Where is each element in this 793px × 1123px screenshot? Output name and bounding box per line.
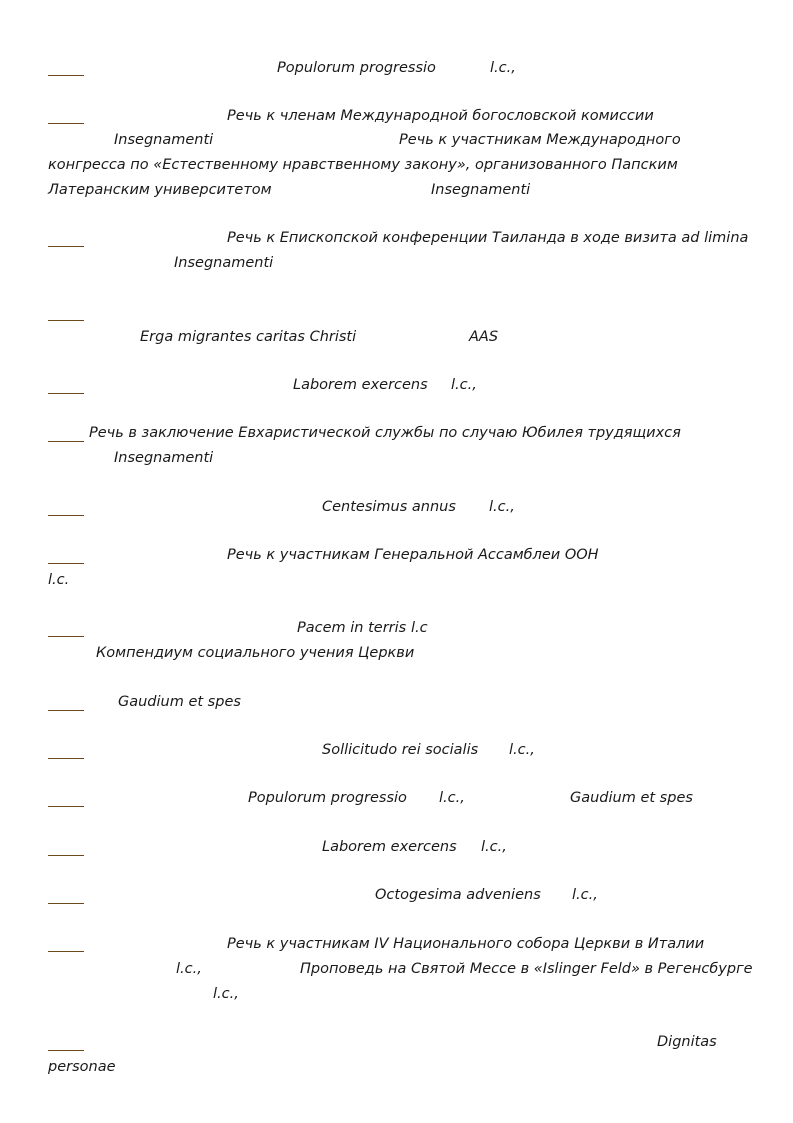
source-title: Insegnamenti: [431, 182, 531, 198]
footnote-text: Речь в заключение Евхаристической службы по случаю Юбилея трудящихся: [89, 425, 681, 441]
work-title: Populorum progressio: [248, 790, 407, 806]
work-title: Gaudium et spes: [570, 790, 693, 806]
footnote-marker: [48, 758, 84, 759]
footnote-marker: [48, 246, 84, 247]
footnote-marker: [48, 320, 84, 321]
citation-ref: l.c.,: [213, 986, 239, 1002]
work-title: Gaudium et spes: [118, 694, 241, 710]
footnote-text: Речь к участникам IV Национального собора Церкви в Италии: [227, 936, 705, 952]
work-title: Erga migrantes caritas Christi: [140, 329, 357, 345]
footnote-marker: [48, 1050, 84, 1051]
footnote-marker: [48, 855, 84, 856]
source-title: Insegnamenti: [114, 132, 214, 148]
footnote-marker: [48, 441, 84, 442]
work-title: Pacem in terris: [297, 620, 407, 636]
citation-ref: l.c.,: [451, 377, 477, 393]
citation-ref: l.c.,: [489, 499, 515, 515]
footnote-marker: [48, 951, 84, 952]
work-title: Sollicitudo rei socialis: [322, 742, 479, 758]
footnote-marker: [48, 636, 84, 637]
work-title: Dignitas: [657, 1034, 717, 1050]
footnote-text: Латеранским университетом: [48, 182, 272, 198]
source-title: Insegnamenti: [114, 450, 214, 466]
footnote-marker: [48, 393, 84, 394]
footnote-text: Компендиум социального учения Церкви: [96, 645, 415, 661]
source-title: Insegnamenti: [174, 255, 274, 271]
footnote-text: Речь к членам Международной богословской комиссии: [227, 108, 654, 124]
work-title: Octogesima adveniens: [375, 887, 541, 903]
footnote-text: Проповедь на Святой Мессе в «Islinger Feld» в Регенсбурге: [300, 961, 753, 977]
citation-ref: l.c.,: [481, 839, 507, 855]
footnote-text: Речь к Епископской конференции Таиланда в ходе визита ad limina: [227, 230, 749, 246]
footnote-marker: [48, 806, 84, 807]
footnote-marker: [48, 515, 84, 516]
footnote-text: Речь к участникам Генеральной Ассамблеи ООН: [227, 547, 599, 563]
citation-ref: l.c.,: [439, 790, 465, 806]
citation-ref: l.c.: [48, 572, 70, 588]
citation-ref: l.c.,: [490, 60, 516, 76]
footnote-marker: [48, 563, 84, 564]
work-title: Centesimus annus: [322, 499, 456, 515]
citation-ref: l.c.,: [509, 742, 535, 758]
footnote-text: конгресса по «Естественному нравственному закону», организованного Папским: [48, 157, 678, 173]
work-title: Laborem exercens: [322, 839, 457, 855]
footnote-marker: [48, 710, 84, 711]
work-title: Laborem exercens: [293, 377, 428, 393]
footnote-text: Речь к участникам Международного: [399, 132, 681, 148]
work-title: Populorum progressio: [277, 60, 436, 76]
source-title: AAS: [469, 329, 499, 345]
citation-ref: l.c.,: [572, 887, 598, 903]
footnote-marker: [48, 75, 84, 76]
footnote-marker: [48, 123, 84, 124]
work-title: personae: [48, 1059, 116, 1075]
citation-ref: l.c.,: [176, 961, 202, 977]
footnote-marker: [48, 903, 84, 904]
citation-ref: l.c: [411, 620, 428, 636]
